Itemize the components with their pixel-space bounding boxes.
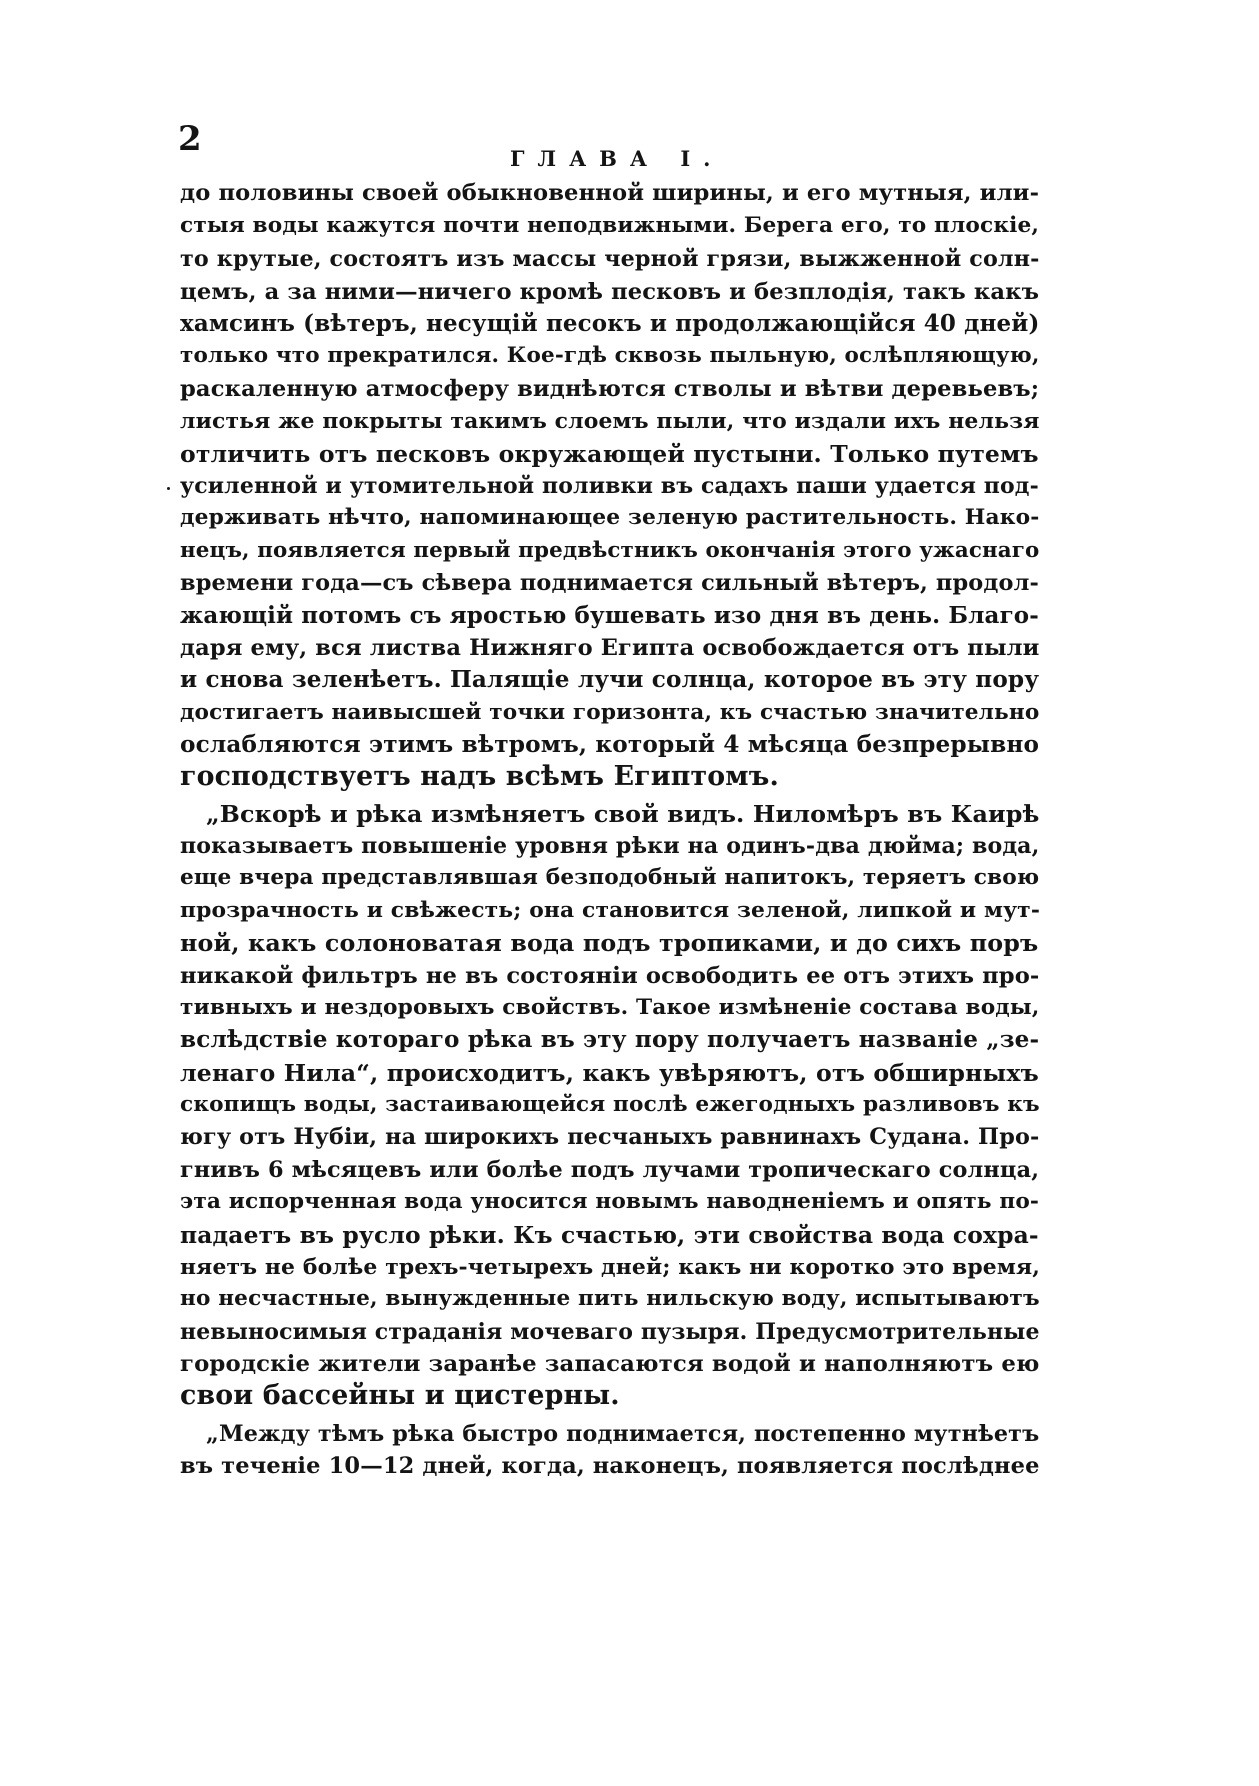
text-line: невыносимыя страданія мочеваго пузыря. Предусмотрительные — [180, 1319, 1040, 1345]
text-line: времени года—съ сѣвера поднимается сильный вѣтеръ, продол- — [180, 570, 1039, 596]
text-line: то крутые, состоятъ изъ массы черной грязи, выжженной солн- — [180, 246, 1040, 272]
text-line: „Между тѣмъ рѣка быстро поднимается, постепенно мутнѣетъ — [206, 1421, 1040, 1447]
text-line: цемъ, а за ними—ничего кромѣ песковъ и безплодія, такъ какъ — [180, 279, 1040, 305]
text-line: держивать нѣчто, напоминающее зеленую растительность. Нако- — [180, 505, 1040, 530]
text-line: няетъ не болѣе трехъ-четырехъ дней; какъ ни коротко это время, — [180, 1254, 1041, 1280]
running-head: ГЛАВА I. — [510, 146, 724, 171]
text-line: хамсинъ (вѣтеръ, несущій песокъ и продолжающійся 40 дней) — [180, 310, 1040, 337]
text-line: гнивъ 6 мѣсяцевъ или болѣе подъ лучами тропическаго солнца, — [180, 1157, 1040, 1183]
text-line: жающій потомъ съ яростью бушевать изо дня въ день. Благо- — [180, 602, 1039, 629]
text-line: вслѣдствіе котораго рѣка въ эту пору получаетъ названіе „зе- — [180, 1026, 1040, 1053]
text-line: листья же покрыты такимъ слоемъ пыли, что издали ихъ нельзя — [180, 408, 1040, 434]
text-line: ной, какъ солоноватая вода подъ тропиками, и до сихъ поръ — [180, 929, 1039, 957]
text-line: до половины своей обыкновенной ширины, и его мутныя, или- — [180, 180, 1040, 206]
page-number: 2 — [178, 119, 202, 159]
text-line: но несчастные, вынужденные пить нильскую воду, испытываютъ — [180, 1286, 1040, 1311]
text-line: нецъ, появляется первый предвѣстникъ окончанія этого ужаснаго — [180, 538, 1040, 563]
text-line: еще вчера представлявшая безподобный напитокъ, теряетъ свою — [180, 865, 1040, 890]
text-line: въ теченіе 10—12 дней, когда, наконецъ, появляется послѣднее — [180, 1453, 1040, 1479]
text-line: городскіе жители заранѣе запасаются водой и наполняютъ ею — [180, 1351, 1040, 1377]
text-line: тивныхъ и нездоровыхъ свойствъ. Такое измѣненіе состава воды, — [180, 995, 1040, 1020]
text-line: падаетъ въ русло рѣки. Къ счастью, эти свойства вода сохра- — [180, 1221, 1039, 1249]
text-line: ленаго Нила“, происходитъ, какъ увѣряютъ, отъ обширныхъ — [180, 1059, 1039, 1087]
text-line: господствуетъ надъ всѣмъ Египтомъ. — [180, 761, 779, 792]
text-line: показываетъ повышеніе уровня рѣки на одинъ-два дюйма; вода, — [180, 833, 1040, 859]
text-line: раскаленную атмосферу виднѣются стволы и вѣтви деревьевъ; — [180, 376, 1040, 402]
text-line: никакой фильтръ не въ состояніи освободить ее отъ этихъ про- — [180, 963, 1040, 989]
text-line: прозрачность и свѣжесть; она становится зеленой, липкой и мут- — [180, 898, 1041, 923]
print-speck — [167, 487, 170, 490]
text-line: югу отъ Нубіи, на широкихъ песчаныхъ равнинахъ Судана. Про- — [180, 1124, 1040, 1150]
text-line: скопищъ воды, застаивающейся послѣ ежегодныхъ разливовъ къ — [180, 1092, 1040, 1117]
text-line: стыя воды кажутся почти неподвижными. Берега его, то плоскіе, — [180, 213, 1040, 238]
text-line: отличить отъ песковъ окружающей пустыни. Только путемъ — [180, 440, 1039, 468]
text-line: даря ему, вся листва Нижняго Египта освобождается отъ пыли — [180, 635, 1040, 661]
text-line: и снова зеленѣетъ. Палящіе лучи солнца, которое въ эту пору — [180, 666, 1040, 693]
text-line: свои бассейны и цистерны. — [180, 1380, 620, 1411]
text-line: эта испорченная вода уносится новымъ наводненіемъ и опять по- — [180, 1189, 1040, 1214]
text-line: усиленной и утомительной поливки въ садахъ паши удается под- — [180, 473, 1039, 499]
text-line: достигаетъ наивысшей точки горизонта, къ счастью значительно — [180, 700, 1040, 725]
text-line: ослабляются этимъ вѣтромъ, который 4 мѣсяца безпрерывно — [180, 731, 1040, 758]
text-line: „Вскорѣ и рѣка измѣняетъ свой видъ. Ниломѣръ въ Каирѣ — [206, 800, 1040, 828]
text-line: только что прекратился. Кое-гдѣ сквозь пыльную, ослѣпляющую, — [180, 343, 1040, 368]
